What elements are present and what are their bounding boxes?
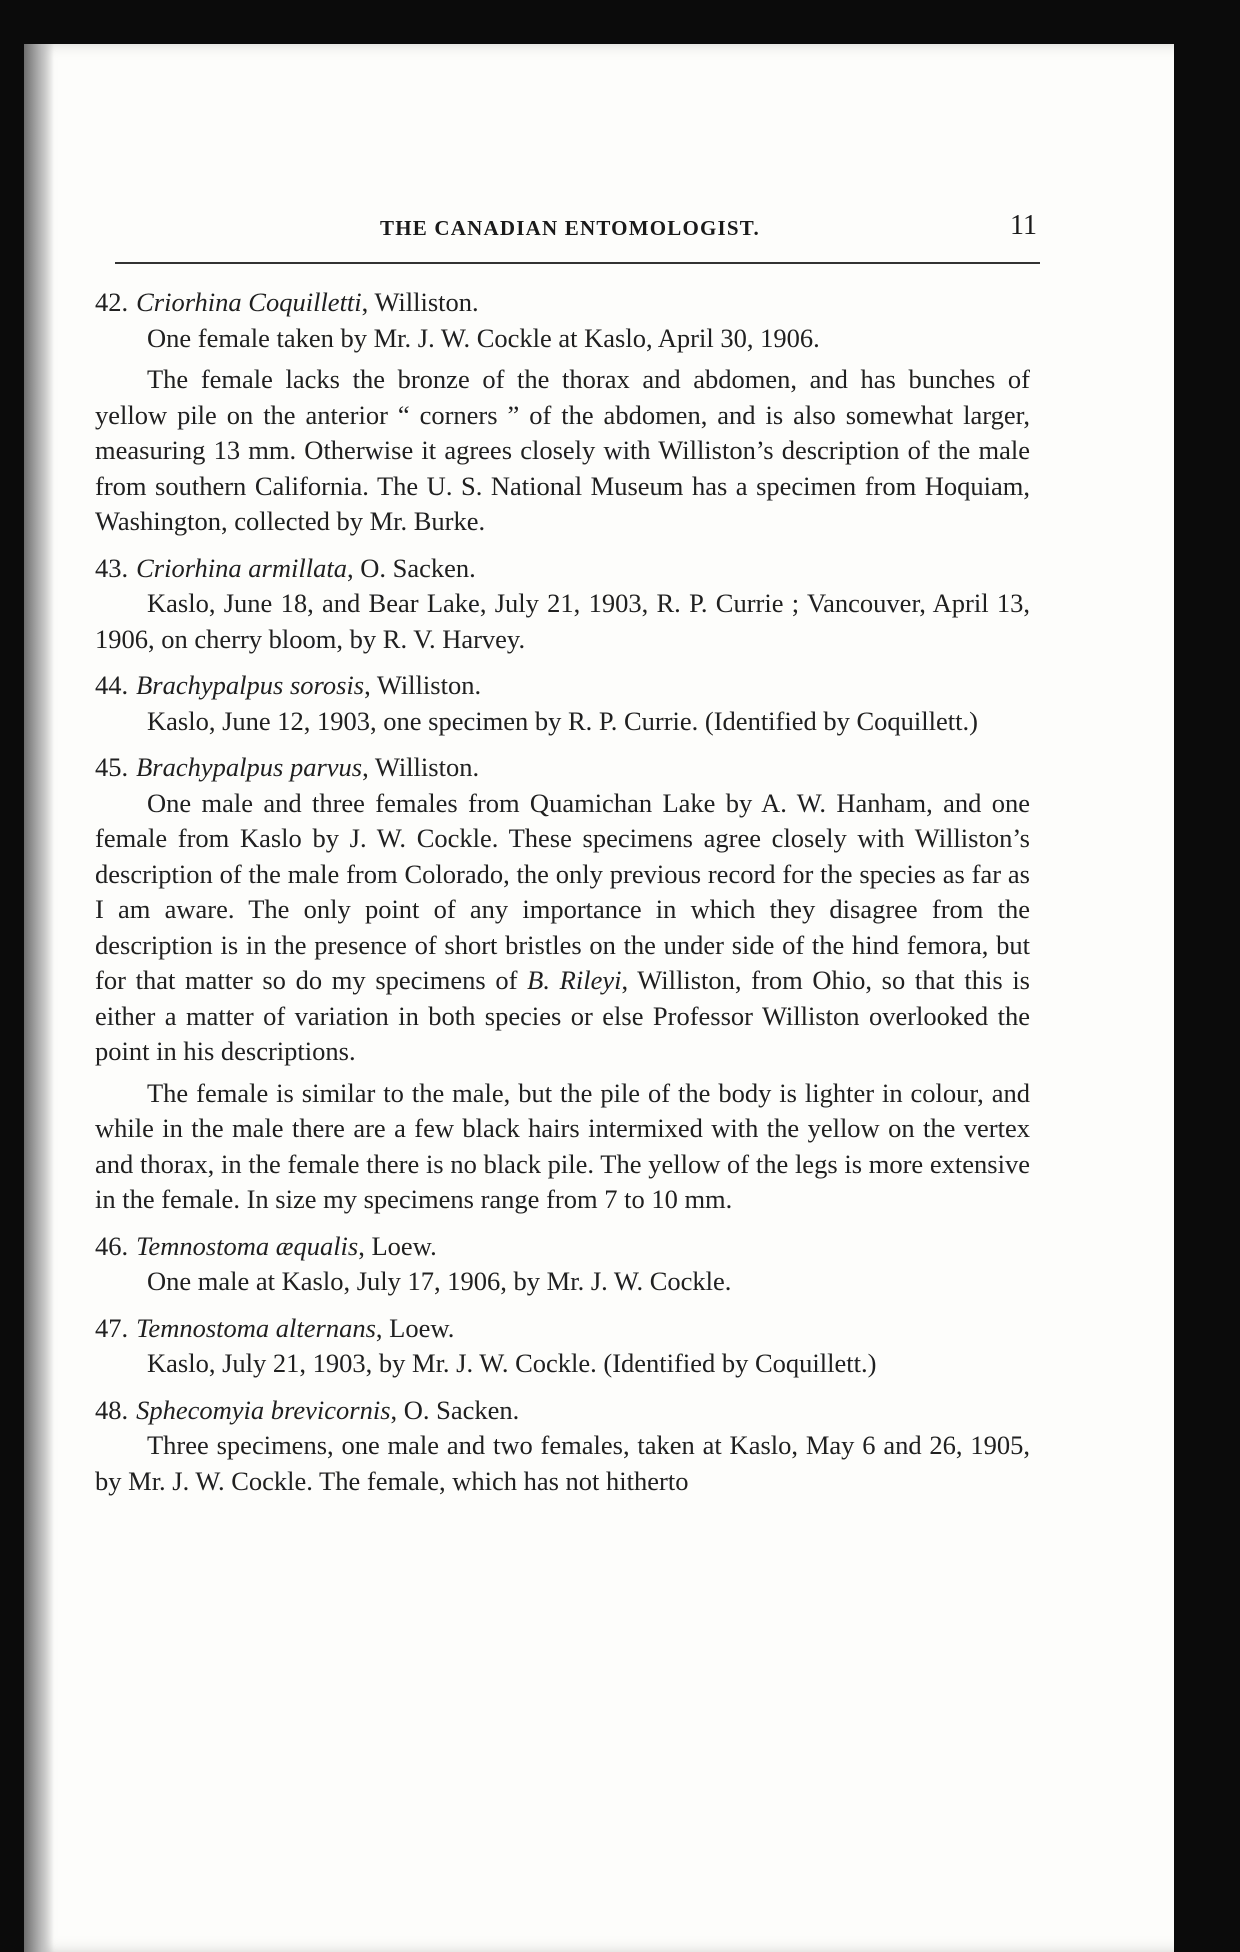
entry-paragraph: Kaslo, June 12, 1903, one specimen by R. P. Currie. (Identified by Coquillett.) xyxy=(147,705,978,736)
entry-paragraph: The female is similar to the male, but the pile of the body is lighter in colour, and while in the male there are a few black hairs intermixed with the yellow on the vertex and thorax, in the female there is no black pile. The yellow of the legs is more extensive in the female. In size my specimens range from 7 to 10 mm. xyxy=(95,1077,1030,1214)
taxon-name: Criorhina armillata xyxy=(136,552,347,583)
entry-number: 45. xyxy=(95,752,129,782)
entry-number: 46. xyxy=(95,1230,129,1261)
taxon-name: Temnostoma alternans xyxy=(136,1312,376,1343)
taxon-authority: , O. Sacken. xyxy=(346,552,476,583)
entry-paragraph: The female lacks the bronze of the thorax and abdomen, and has bunches of yellow pile on the anterior “ corners ” of the abdomen, and is also somewhat larger, measuring 13 mm. Otherwise it agrees closely with Williston’s description of the male from southern California. The U. S. National Museum has a specimen from Hoquiam, Washington, collected by Mr. Burke. xyxy=(95,364,1030,536)
taxon-authority: , Loew. xyxy=(358,1230,437,1261)
entry-heading xyxy=(95,285,1030,321)
entry-paragraph: Kaslo, July 21, 1903, by Mr. J. W. Cockle. (Identified by Coquillett.) xyxy=(147,1348,877,1378)
entry-heading xyxy=(95,668,1030,704)
entry-number: 48. xyxy=(95,1394,129,1425)
paragraph-text: , Williston, from Ohio, so that this is either a matter of variation in both species or else Professor Williston overlooked the point in his descriptions. xyxy=(95,965,1030,1066)
entry-number: 47. xyxy=(95,1312,129,1343)
taxon-name: Sphecomyia brevicornis xyxy=(136,1394,391,1425)
paragraph-text: One male and three females from Quamichan Lake by A. W. Hanham, and one female from Kaslo by J. W. Cockle. These specimens agree closely with Williston’s description of the male from Colorado, the only previous record for the species as far as I am aware. The only point of any importance in which they disagree from the description is in the presence of short bristles on the under side of the hind femora, but for that matter so do my specimens of xyxy=(95,787,1030,995)
taxon-authority: , Williston. xyxy=(362,752,480,782)
entry-heading xyxy=(95,750,1030,786)
species-entry xyxy=(95,1311,1030,1382)
taxon-authority: , O. Sacken. xyxy=(390,1394,520,1425)
entry-paragraph: Three specimens, one male and two females, taken at Kaslo, May 6 and 26, 1905, by Mr. J. W. Cockle. The female, which has not hitherto xyxy=(95,1430,1030,1496)
running-header xyxy=(95,188,1045,248)
entry-heading xyxy=(95,551,1030,587)
entry-heading xyxy=(95,1311,1030,1347)
species-entry xyxy=(95,668,1030,739)
taxon-name: Brachypalpus parvus xyxy=(136,752,363,782)
entry-number: 44. xyxy=(95,670,129,700)
header-rule xyxy=(115,262,1040,264)
taxon-name: Criorhina Coquilletti xyxy=(136,287,362,317)
taxon-authority: , Williston. xyxy=(361,287,479,317)
entry-heading xyxy=(95,1393,1030,1429)
species-entry xyxy=(95,1229,1030,1300)
taxon-authority: , Williston. xyxy=(364,670,482,700)
species-entry xyxy=(95,551,1030,658)
entry-heading xyxy=(95,1229,1030,1265)
taxon-name: Brachypalpus sorosis xyxy=(136,670,365,700)
species-entry xyxy=(95,1393,1030,1500)
running-title: THE CANADIAN ENTOMOLOGIST. xyxy=(380,216,760,240)
entry-paragraph: One male at Kaslo, July 17, 1906, by Mr. J. W. Cockle. xyxy=(147,1266,732,1296)
page-number: 11 xyxy=(1010,210,1037,241)
page-gutter-shadow xyxy=(24,44,54,1952)
species-list xyxy=(95,285,1030,1510)
entry-number: 43. xyxy=(95,552,129,583)
entry-paragraph: One female taken by Mr. J. W. Cockle at Kaslo, April 30, 1906. xyxy=(147,322,820,353)
species-entry xyxy=(95,750,1030,1218)
taxon-authority: , Loew. xyxy=(375,1312,455,1343)
entry-paragraph: Kaslo, June 18, and Bear Lake, July 21, 1903, R. P. Currie ; Vancouver, April 13, 1906, on cherry bloom, by R. V. Harvey. xyxy=(95,588,1030,654)
species-entry xyxy=(95,285,1030,540)
entry-number: 42. xyxy=(95,287,129,317)
italic-species-name: B. Rileyi xyxy=(527,965,622,995)
taxon-name: Temnostoma æqualis xyxy=(136,1230,359,1261)
entry-paragraph xyxy=(95,786,1030,1070)
